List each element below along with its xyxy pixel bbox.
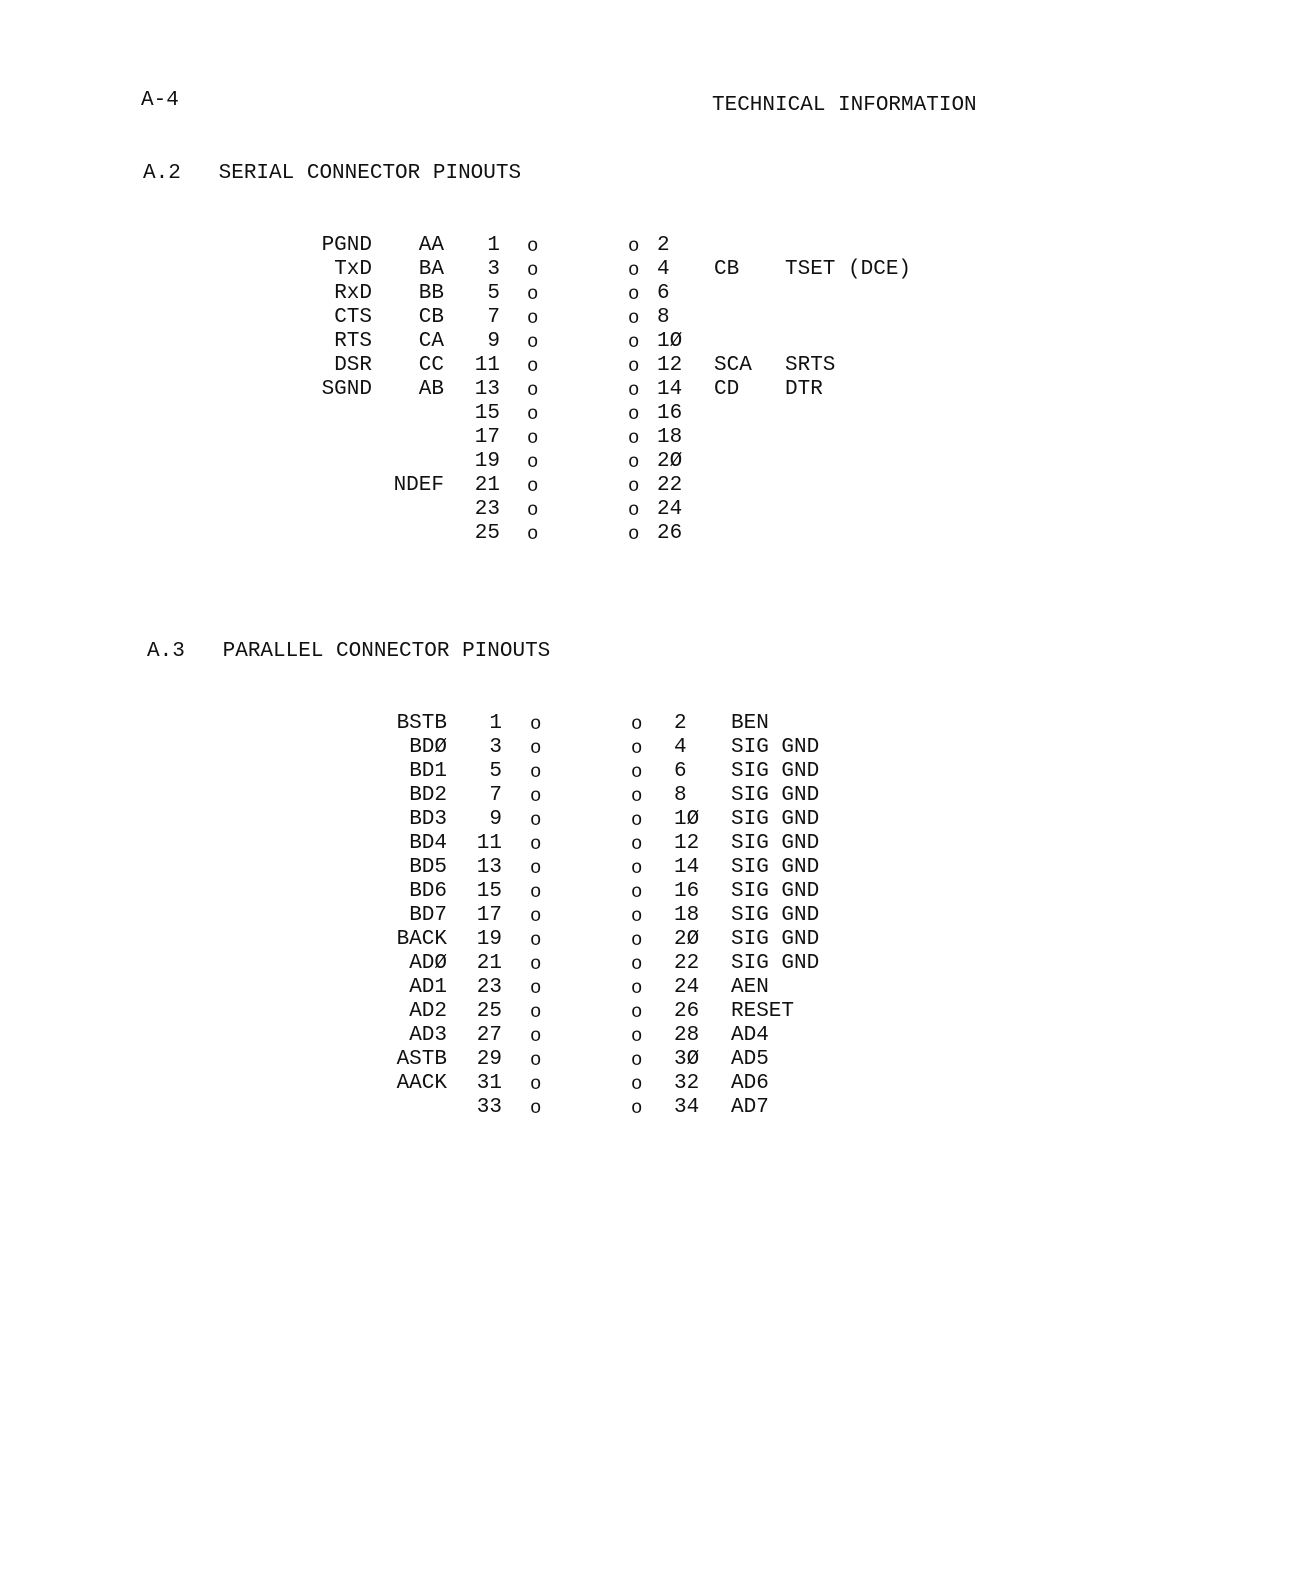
pin-marker: o (527, 307, 539, 329)
pin-marker: o (530, 881, 542, 903)
pinout-row (0, 953, 1297, 977)
pinout-row (0, 857, 1297, 881)
pin-marker: o (631, 857, 643, 879)
pin-marker: o (631, 809, 643, 831)
pin-marker: o (530, 857, 542, 879)
odd-pin-number: 17 (474, 426, 500, 449)
signal-name-right: AD7 (731, 1096, 769, 1119)
pin-marker: o (628, 451, 640, 473)
odd-pin-number: 15 (474, 402, 500, 425)
pin-marker: o (527, 259, 539, 281)
serial-section-heading (143, 163, 521, 184)
even-pin-number: 16 (657, 402, 683, 425)
pinout-row (0, 809, 1297, 833)
even-pin-number: 18 (674, 904, 700, 927)
pin-marker: o (628, 475, 640, 497)
signal-name: AD3 (409, 1024, 447, 1047)
signal-name: DSR (334, 354, 372, 377)
pinout-row (0, 929, 1297, 953)
signal-name: AD2 (409, 1000, 447, 1023)
pin-marker: o (530, 737, 542, 759)
pin-marker: o (527, 283, 539, 305)
pin-marker: o (628, 283, 640, 305)
signal-name: BSTB (396, 712, 447, 735)
signal-name: BD3 (409, 808, 447, 831)
circuit-name: BA (418, 258, 444, 281)
signal-name: BD7 (409, 904, 447, 927)
signal-name-right: SIG GND (731, 904, 820, 927)
even-pin-number: 24 (657, 498, 683, 521)
odd-pin-number: 5 (487, 282, 500, 305)
odd-pin-number: 11 (476, 832, 502, 855)
odd-pin-number: 9 (489, 808, 502, 831)
even-pin-number: 2 (657, 234, 670, 257)
pin-marker: o (628, 379, 640, 401)
odd-pin-number: 5 (489, 760, 502, 783)
circuit-name-right: SCA (714, 354, 752, 377)
pin-marker: o (530, 953, 542, 975)
pinout-row (0, 331, 1297, 355)
pin-marker: o (530, 785, 542, 807)
even-pin-number: 2Ø (657, 450, 683, 473)
circuit-name: CC (418, 354, 444, 377)
odd-pin-number: 21 (474, 474, 500, 497)
pinout-row (0, 235, 1297, 259)
signal-name: BD2 (409, 784, 447, 807)
circuit-name: NDEF (393, 474, 444, 497)
signal-name: AD1 (409, 976, 447, 999)
even-pin-number: 18 (657, 426, 683, 449)
pinout-row (0, 427, 1297, 451)
pinout-row (0, 475, 1297, 499)
signal-name-right: AD6 (731, 1072, 769, 1095)
pin-marker: o (631, 761, 643, 783)
pin-marker: o (631, 833, 643, 855)
circuit-name-right: CD (714, 378, 740, 401)
pinout-row (0, 1049, 1297, 1073)
signal-name: RxD (334, 282, 372, 305)
signal-name: BDØ (409, 736, 447, 759)
odd-pin-number: 11 (474, 354, 500, 377)
section-number: A.2 (143, 162, 181, 185)
odd-pin-number: 3 (489, 736, 502, 759)
odd-pin-number: 29 (476, 1048, 502, 1071)
odd-pin-number: 13 (476, 856, 502, 879)
pinout-row (0, 451, 1297, 475)
pin-marker: o (631, 953, 643, 975)
signal-name: CTS (334, 306, 372, 329)
pin-marker: o (628, 403, 640, 425)
signal-name: ASTB (396, 1048, 447, 1071)
pin-marker: o (628, 331, 640, 353)
odd-pin-number: 1 (489, 712, 502, 735)
pin-marker: o (530, 1001, 542, 1023)
section-number: A.3 (147, 640, 185, 663)
signal-name: BD4 (409, 832, 447, 855)
pinout-row (0, 1073, 1297, 1097)
pin-marker: o (530, 833, 542, 855)
pin-marker: o (631, 977, 643, 999)
odd-pin-number: 17 (476, 904, 502, 927)
even-pin-number: 22 (674, 952, 700, 975)
circuit-name: CA (418, 330, 444, 353)
odd-pin-number: 25 (476, 1000, 502, 1023)
pin-marker: o (527, 235, 539, 257)
pin-marker: o (530, 929, 542, 951)
odd-pin-number: 15 (476, 880, 502, 903)
signal-name: ADØ (409, 952, 447, 975)
even-pin-number: 4 (674, 736, 687, 759)
even-pin-number: 14 (657, 378, 683, 401)
pin-marker: o (631, 881, 643, 903)
pinout-row (0, 905, 1297, 929)
pin-marker: o (631, 1097, 643, 1119)
signal-name-right: DTR (785, 378, 823, 401)
pinout-row (0, 523, 1297, 547)
pinout-row (0, 379, 1297, 403)
signal-name: BACK (396, 928, 447, 951)
signal-name: BD5 (409, 856, 447, 879)
circuit-name: AB (418, 378, 444, 401)
even-pin-number: 26 (657, 522, 683, 545)
signal-name-right: SIG GND (731, 952, 820, 975)
pin-marker: o (631, 1001, 643, 1023)
pin-marker: o (530, 1049, 542, 1071)
pin-marker: o (628, 523, 640, 545)
even-pin-number: 8 (657, 306, 670, 329)
pinout-row (0, 283, 1297, 307)
pin-marker: o (530, 977, 542, 999)
odd-pin-number: 23 (474, 498, 500, 521)
even-pin-number: 6 (657, 282, 670, 305)
pinout-row (0, 307, 1297, 331)
even-pin-number: 14 (674, 856, 700, 879)
signal-name: TxD (334, 258, 372, 281)
pin-marker: o (527, 379, 539, 401)
pin-marker: o (527, 427, 539, 449)
pinout-row (0, 785, 1297, 809)
circuit-name-right: CB (714, 258, 740, 281)
pin-marker: o (628, 307, 640, 329)
pinout-row (0, 713, 1297, 737)
signal-name-right: RESET (731, 1000, 795, 1023)
signal-name-right: SIG GND (731, 880, 820, 903)
pin-marker: o (631, 737, 643, 759)
signal-name-right: SRTS (785, 354, 836, 377)
even-pin-number: 24 (674, 976, 700, 999)
odd-pin-number: 23 (476, 976, 502, 999)
signal-name-right: AD4 (731, 1024, 769, 1047)
pin-marker: o (527, 331, 539, 353)
pinout-row (0, 355, 1297, 379)
even-pin-number: 2Ø (674, 928, 700, 951)
odd-pin-number: 27 (476, 1024, 502, 1047)
even-pin-number: 12 (657, 354, 683, 377)
odd-pin-number: 7 (487, 306, 500, 329)
pin-marker: o (527, 499, 539, 521)
section-title: PARALLEL CONNECTOR PINOUTS (222, 640, 551, 663)
odd-pin-number: 25 (474, 522, 500, 545)
pin-marker: o (628, 499, 640, 521)
even-pin-number: 32 (674, 1072, 700, 1095)
signal-name: SGND (321, 378, 372, 401)
pin-marker: o (527, 403, 539, 425)
pin-marker: o (628, 235, 640, 257)
pinout-row (0, 1025, 1297, 1049)
parallel-section-heading (147, 641, 550, 662)
signal-name: PGND (321, 234, 372, 257)
signal-name-right: BEN (731, 712, 769, 735)
signal-name-right: SIG GND (731, 856, 820, 879)
pinout-row (0, 499, 1297, 523)
pin-marker: o (530, 809, 542, 831)
signal-name-right: AD5 (731, 1048, 769, 1071)
odd-pin-number: 21 (476, 952, 502, 975)
signal-name-right: SIG GND (731, 808, 820, 831)
pin-marker: o (527, 475, 539, 497)
pin-marker: o (527, 355, 539, 377)
pinout-row (0, 403, 1297, 427)
pinout-row (0, 259, 1297, 283)
pin-marker: o (530, 1025, 542, 1047)
odd-pin-number: 13 (474, 378, 500, 401)
even-pin-number: 3Ø (674, 1048, 700, 1071)
circuit-name: BB (418, 282, 444, 305)
pin-marker: o (628, 259, 640, 281)
even-pin-number: 16 (674, 880, 700, 903)
even-pin-number: 26 (674, 1000, 700, 1023)
pin-marker: o (530, 1073, 542, 1095)
odd-pin-number: 19 (476, 928, 502, 951)
pin-marker: o (631, 905, 643, 927)
signal-name-right: SIG GND (731, 928, 820, 951)
signal-name-right: SIG GND (731, 832, 820, 855)
pin-marker: o (530, 905, 542, 927)
pin-marker: o (527, 451, 539, 473)
odd-pin-number: 7 (489, 784, 502, 807)
pinout-row (0, 1001, 1297, 1025)
pin-marker: o (628, 355, 640, 377)
pin-marker: o (631, 1025, 643, 1047)
section-title: SERIAL CONNECTOR PINOUTS (218, 162, 522, 185)
even-pin-number: 1Ø (674, 808, 700, 831)
signal-name: BD6 (409, 880, 447, 903)
pinout-row (0, 737, 1297, 761)
even-pin-number: 22 (657, 474, 683, 497)
even-pin-number: 6 (674, 760, 687, 783)
running-title: TECHNICAL INFORMATION (712, 94, 977, 117)
circuit-name: AA (418, 234, 444, 257)
pinout-row (0, 761, 1297, 785)
even-pin-number: 1Ø (657, 330, 683, 353)
odd-pin-number: 9 (487, 330, 500, 353)
odd-pin-number: 31 (476, 1072, 502, 1095)
even-pin-number: 2 (674, 712, 687, 735)
pin-marker: o (631, 713, 643, 735)
even-pin-number: 28 (674, 1024, 700, 1047)
odd-pin-number: 33 (476, 1096, 502, 1119)
signal-name: RTS (334, 330, 372, 353)
pinout-row (0, 1097, 1297, 1121)
page-number: A-4 (141, 89, 179, 112)
pin-marker: o (628, 427, 640, 449)
pinout-row (0, 833, 1297, 857)
even-pin-number: 12 (674, 832, 700, 855)
even-pin-number: 8 (674, 784, 687, 807)
even-pin-number: 4 (657, 258, 670, 281)
signal-name: BD1 (409, 760, 447, 783)
signal-name-right: AEN (731, 976, 769, 999)
circuit-name: CB (418, 306, 444, 329)
pin-marker: o (530, 713, 542, 735)
pin-marker: o (530, 1097, 542, 1119)
even-pin-number: 34 (674, 1096, 700, 1119)
pin-marker: o (530, 761, 542, 783)
odd-pin-number: 3 (487, 258, 500, 281)
pinout-row (0, 881, 1297, 905)
pin-marker: o (631, 785, 643, 807)
signal-name-right: SIG GND (731, 784, 820, 807)
signal-name-right: SIG GND (731, 736, 820, 759)
pin-marker: o (631, 1073, 643, 1095)
signal-name-right: TSET (DCE) (785, 258, 912, 281)
signal-name: AACK (396, 1072, 447, 1095)
signal-name-right: SIG GND (731, 760, 820, 783)
pinout-row (0, 977, 1297, 1001)
pin-marker: o (631, 1049, 643, 1071)
pin-marker: o (631, 929, 643, 951)
pin-marker: o (527, 523, 539, 545)
odd-pin-number: 19 (474, 450, 500, 473)
odd-pin-number: 1 (487, 234, 500, 257)
